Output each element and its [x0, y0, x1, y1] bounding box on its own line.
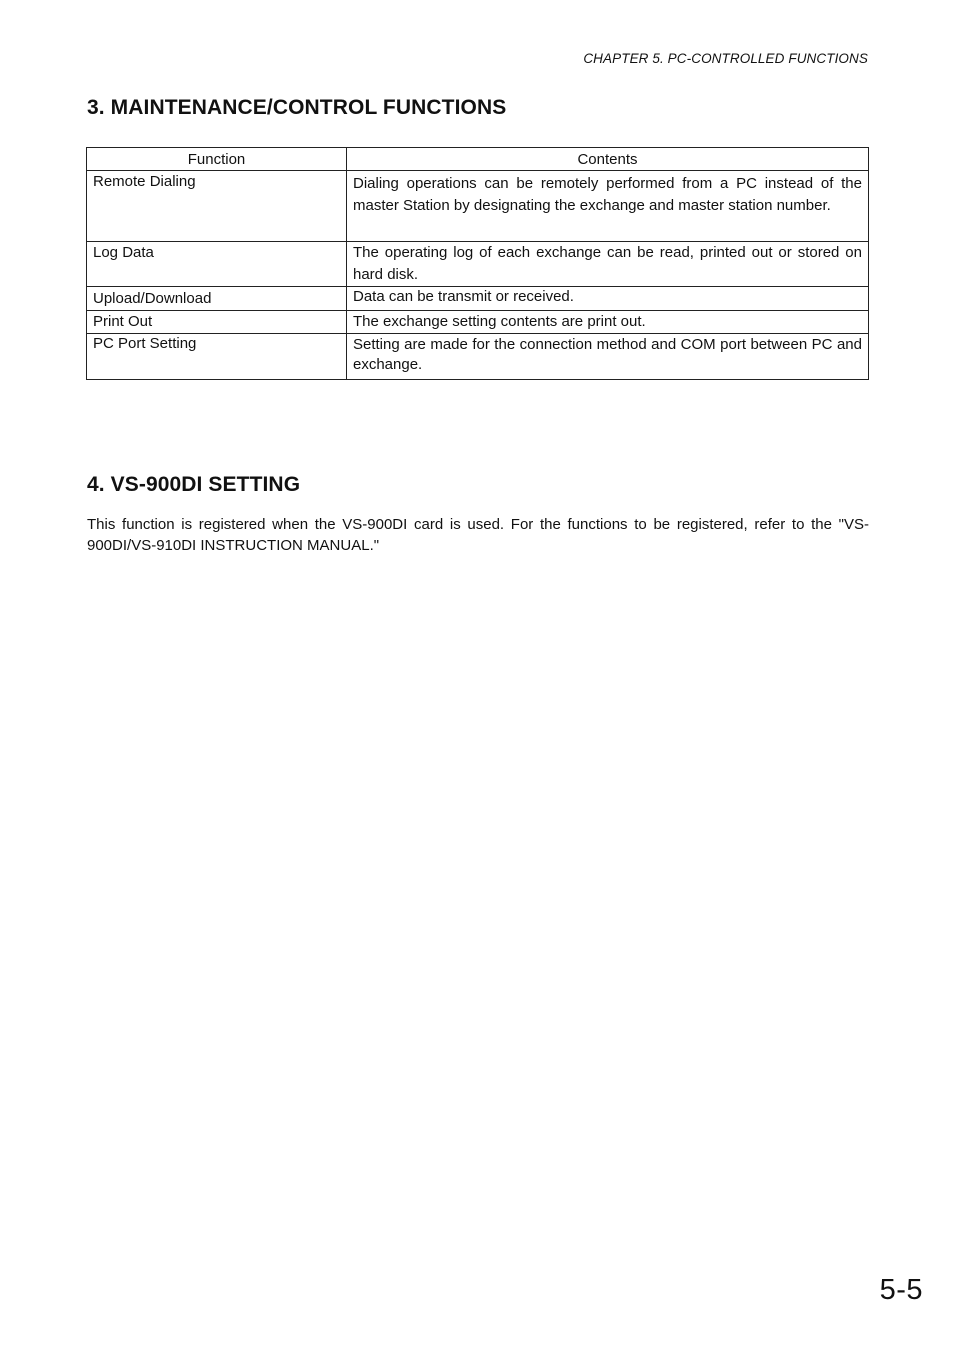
contents-cell: Setting are made for the connection method and COM port between PC and exchange. — [347, 334, 869, 380]
function-cell: Remote Dialing — [87, 171, 347, 242]
table-row — [87, 287, 869, 311]
vs900di-description: This function is registered when the VS-900DI card is used. For the functions to be registered, refer to the "VS-900DI/VS-910DI INSTRUCTION MANUAL." — [87, 516, 869, 554]
running-header: CHAPTER 5. PC-CONTROLLED FUNCTIONS — [583, 51, 868, 66]
function-cell: Print Out — [87, 311, 347, 334]
column-header-function: Function — [87, 148, 347, 171]
function-cell: Upload/Download — [87, 287, 347, 311]
table-row — [87, 311, 869, 334]
table-header-row — [87, 148, 869, 171]
table-row — [87, 242, 869, 287]
column-header-contents: Contents — [347, 148, 869, 171]
function-cell: PC Port Setting — [87, 334, 347, 380]
table-row — [87, 171, 869, 242]
functions-table — [86, 147, 869, 380]
contents-cell: Dialing operations can be remotely performed from a PC instead of the master Station by designating the exchange and master station number. — [347, 171, 869, 242]
function-cell: Log Data — [87, 242, 347, 287]
contents-cell: The operating log of each exchange can be read, printed out or stored on hard disk. — [347, 242, 869, 287]
table-row — [87, 334, 869, 380]
page-number: 5-5 — [879, 1274, 923, 1306]
section-heading-vs900di: 4. VS-900DI SETTING — [87, 473, 301, 496]
contents-cell: The exchange setting contents are print out. — [347, 311, 869, 334]
section-heading-maintenance: 3. MAINTENANCE/CONTROL FUNCTIONS — [87, 96, 507, 119]
contents-cell: Data can be transmit or received. — [347, 287, 869, 311]
